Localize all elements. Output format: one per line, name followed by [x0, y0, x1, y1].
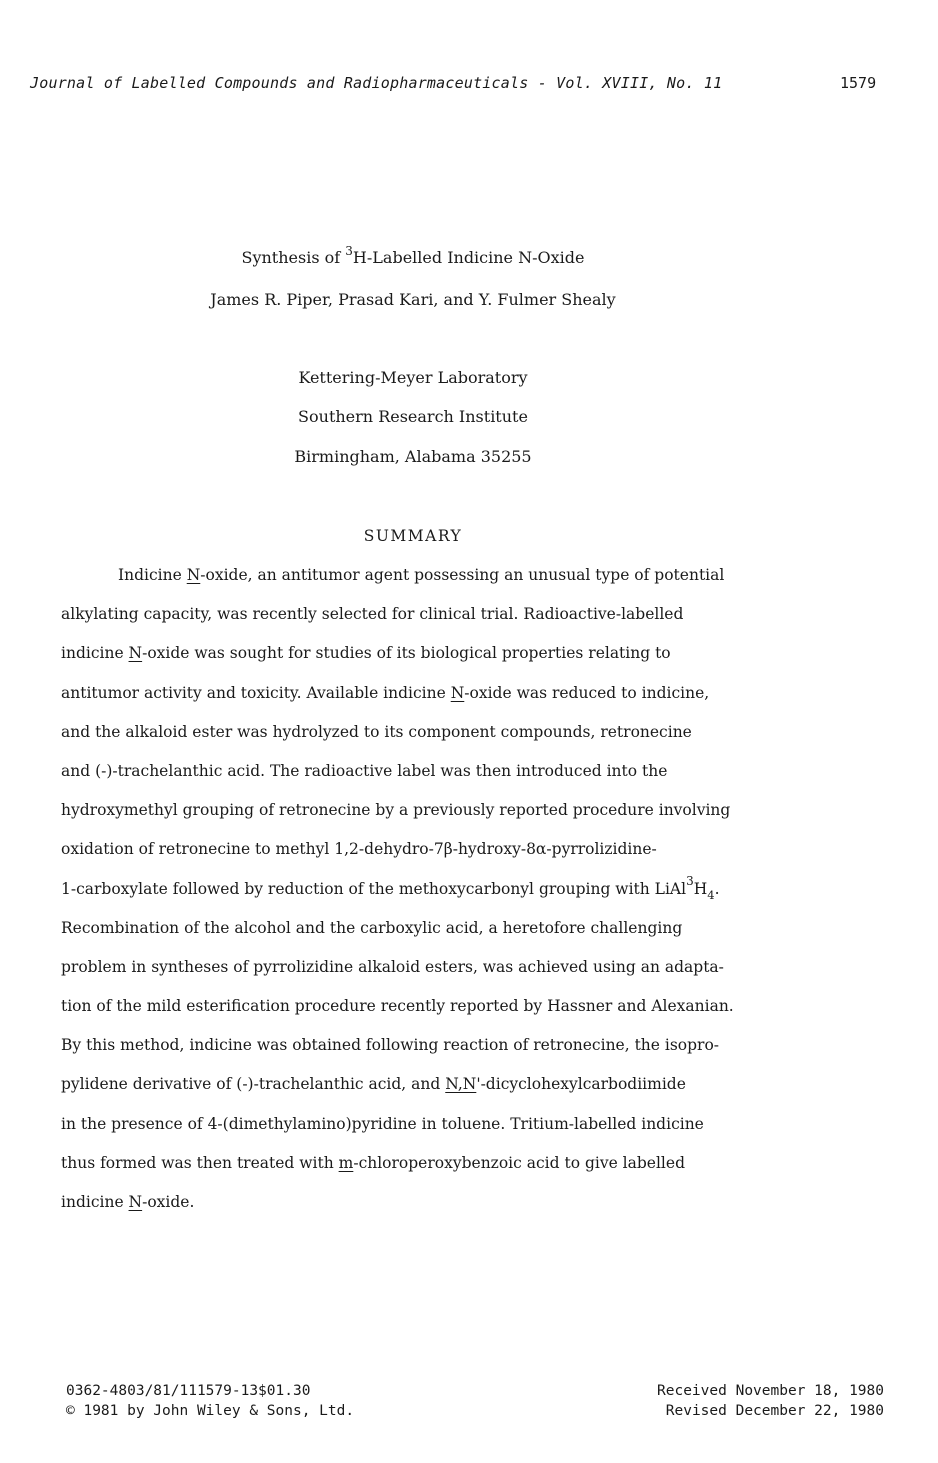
footer-copyright: © 1981 by John Wiley & Sons, Ltd.: [66, 1403, 355, 1419]
text-segment: thus formed was then treated with: [61, 1153, 339, 1172]
text-segment: and the alkaloid ester was hydrolyzed to its component compounds, retronecine: [61, 722, 692, 741]
summary-line: [61, 759, 801, 798]
text-segment: pylidene derivative of (-)-trachelanthic acid, and: [61, 1075, 446, 1094]
footer-received: Received November 18, 1980: [657, 1383, 884, 1399]
summary-line: [61, 641, 801, 680]
text-segment: Recombination of the alcohol and the carboxylic acid, a heretofore challenging: [61, 918, 683, 937]
page-number: 1579: [840, 74, 877, 92]
footer-revised: Revised December 22, 1980: [665, 1403, 884, 1419]
summary-heading: SUMMARY: [363, 527, 463, 545]
summary-line: [61, 720, 801, 759]
text-segment: -oxide was sought for studies of its biological properties relating to: [142, 644, 671, 663]
superscript-3: 3: [686, 873, 694, 888]
italic-m: m: [338, 1153, 354, 1172]
summary-line: [61, 563, 801, 602]
text-segment: -oxide.: [142, 1193, 195, 1211]
summary-body: [61, 563, 801, 1229]
text-segment: .: [714, 879, 720, 898]
text-segment: indicine: [61, 1193, 129, 1211]
title-prefix: Synthesis of: [241, 248, 346, 267]
summary-line: [61, 602, 801, 641]
italic-n: N: [450, 683, 465, 702]
italic-nn: N,N: [445, 1075, 477, 1094]
footer-code: 0362-4803/81/111579-13$01.30: [66, 1383, 311, 1399]
affiliation-lab: Kettering-Meyer Laboratory: [298, 368, 528, 387]
text-segment: Indicine: [118, 566, 187, 584]
text-segment: H: [693, 879, 708, 898]
article-title: [0, 243, 826, 267]
text-segment: -chloroperoxybenzoic acid to give labelled: [353, 1153, 685, 1172]
title-superscript: 3: [345, 243, 353, 258]
italic-n: N: [128, 1193, 143, 1211]
text-segment: alkylating capacity, was recently selected for clinical trial. Radioactive-labelled: [61, 605, 684, 624]
text-segment: -oxide, an antitumor agent possessing an unusual type of potential: [200, 566, 725, 584]
text-segment: '-dicyclohexylcarbodiimide: [476, 1075, 686, 1094]
text-segment: 1-carboxylate followed by reduction of the methoxycarbonyl grouping with LiAl: [61, 879, 687, 898]
text-segment: problem in syntheses of pyrrolizidine alkaloid esters, was achieved using an adapta-: [61, 957, 724, 976]
authors: James R. Piper, Prasad Kari, and Y. Fulmer Shealy: [210, 290, 616, 309]
running-head-journal: Journal of Labelled Compounds and Radiopharmaceuticals - Vol. XVIII, No. 11: [30, 74, 723, 92]
summary-line: [61, 837, 801, 876]
subscript-4: 4: [707, 887, 715, 902]
footer-left: [66, 1381, 354, 1421]
summary-line: [61, 681, 801, 720]
summary-line: [61, 916, 801, 955]
text-segment: in the presence of 4-(dimethylamino)pyridine in toluene. Tritium-labelled indicine: [61, 1114, 704, 1133]
summary-line: [61, 1112, 801, 1151]
text-segment: and (-)-trachelanthic acid. The radioactive label was then introduced into the: [61, 761, 668, 780]
affiliation-institute: Southern Research Institute: [298, 407, 528, 426]
italic-n: N: [128, 644, 143, 663]
summary-line: [61, 1190, 801, 1229]
summary-line: [61, 955, 801, 994]
summary-line: [61, 994, 801, 1033]
summary-line: [61, 798, 801, 837]
text-segment: oxidation of retronecine to methyl 1,2-dehydro-7β-hydroxy-8α-pyrrolizidine-: [61, 840, 657, 859]
title-rest: H-Labelled Indicine N-Oxide: [352, 248, 585, 267]
text-segment: hydroxymethyl grouping of retronecine by a previously reported procedure involving: [61, 801, 731, 820]
text-segment: By this method, indicine was obtained following reaction of retronecine, the isopro-: [61, 1036, 720, 1055]
summary-line: [61, 1072, 801, 1111]
text-segment: indicine: [61, 644, 129, 663]
summary-line: [61, 1033, 801, 1072]
footer-right: [630, 1381, 884, 1421]
summary-line: [61, 873, 801, 916]
text-segment: -oxide was reduced to indicine,: [464, 683, 710, 702]
affiliation-address: Birmingham, Alabama 35255: [294, 447, 532, 466]
summary-line: [61, 1151, 801, 1190]
italic-n: N: [186, 566, 201, 584]
text-segment: antitumor activity and toxicity. Available indicine: [61, 683, 451, 702]
text-segment: tion of the mild esterification procedure recently reported by Hassner and Alexanian.: [61, 997, 734, 1016]
